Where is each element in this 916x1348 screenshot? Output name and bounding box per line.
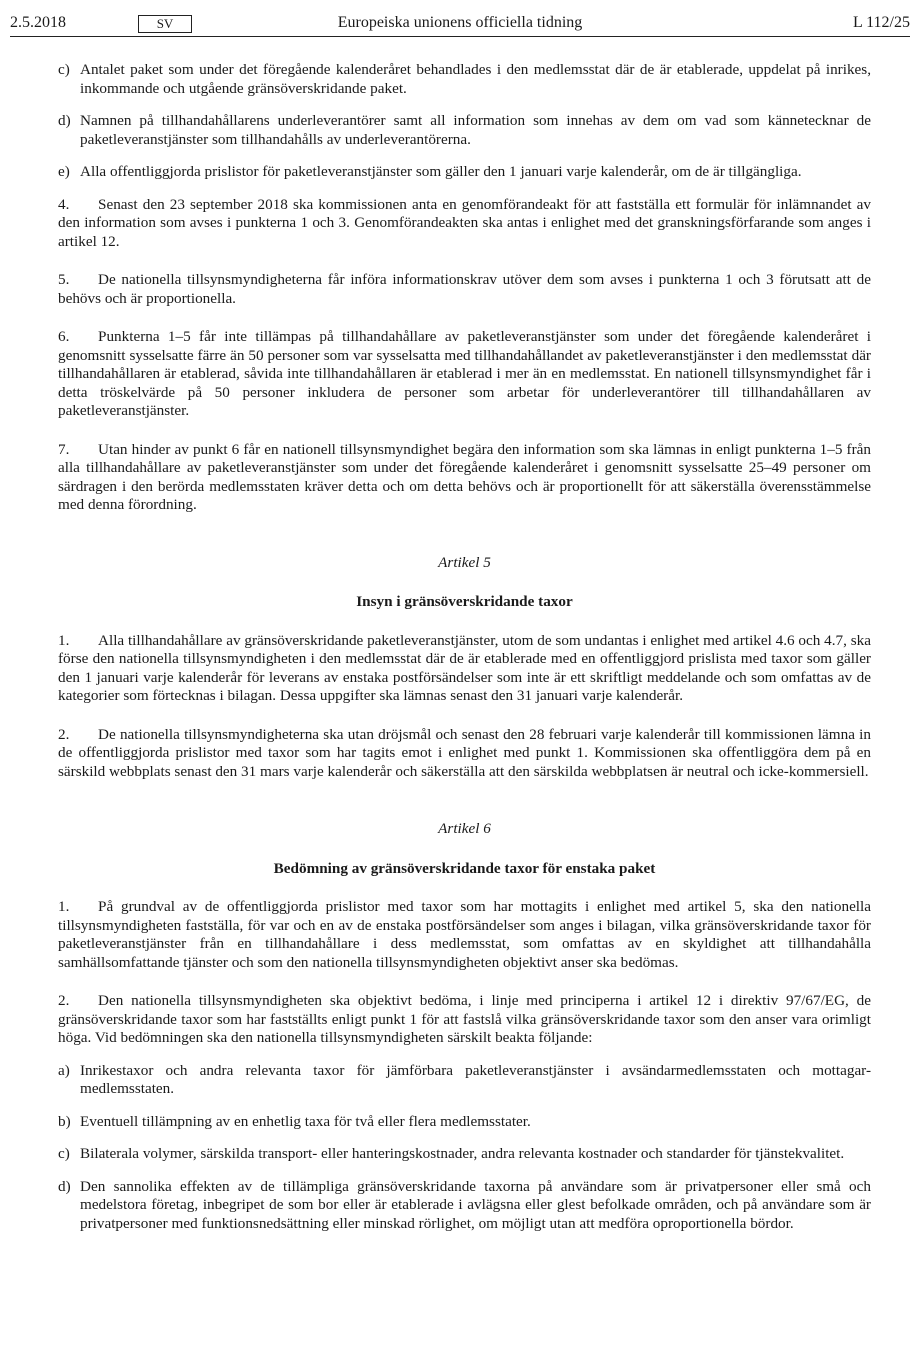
item-label: b) (58, 1112, 71, 1130)
item-label: e) (58, 163, 70, 180)
page-reference: L 112/25 (852, 14, 910, 31)
article-5-heading: Insyn i gränsöverskridande taxor (356, 593, 573, 610)
list-item (58, 163, 871, 182)
paragraph-number: 5. (58, 271, 70, 288)
paragraph-text: Punkterna 1–5 får inte tillämpas på tillhandahållare av paketleveranstjänster som under det föregående kalenderåret i genomsnitt sysselsatte färre än 50 personer som var sysselsatta med tillhandahållandet av paketleveranstjänster i den medlemsstat där tillhandahållaren är etablerad, såvida inte tillhandahållaren är etablerad i mer än en medlemsstat. En nationell tillsynsmyndighet får i detta tröskelvärde på 50 personer inkludera de personer som arbetar för underleverantörer till tillhandahållaren av paketleveranstjänster. (58, 328, 871, 419)
item-text: Alla offentliggjorda prislistor för paketleveranstjänster som gäller den 1 januari varje kalenderår, om de är tillgängliga. (80, 163, 802, 180)
paragraph-number: 1. (58, 631, 70, 649)
paragraph-text: De nationella tillsynsmyndigheterna ska utan dröjsmål och senast den 28 februari varje kalenderår till kommissionen lämna in de offentliggjorda prislistor med taxor som har tagits emot i enlighet med punkt 1. Kommissionen ska offentliggöra dem på en särskild webbplats senast den 31 mars varje kalenderår och säkerställa att den särskilda webbplatsen är neutral och icke-kommersiell. (58, 725, 871, 780)
item-text: Antalet paket som under det föregående kalenderåret behandlades i den medlemsstat där de är etablerade, uppdelat på inrikes, inkommande och utgående gränsöverskridande paket. (80, 61, 871, 97)
paragraph (58, 328, 871, 421)
list-item (58, 1178, 871, 1234)
item-text: Bilaterala volymer, särskilda transport- eller hanteringskostnader, andra relevanta kostnader och standarder för tjänstekvalitet. (80, 1145, 845, 1162)
item-text: Eventuell tillämpning av en enhetlig taxa för två eller flera medlemsstater. (80, 1112, 531, 1130)
language-box: SV (138, 15, 192, 33)
paragraph-number: 1. (58, 898, 70, 915)
article-5-title: Artikel 5 (438, 553, 491, 571)
document-body (58, 61, 871, 1233)
paragraph-text: Senast den 23 september 2018 ska kommissionen anta en genomförandeakt för att fastställa ett formulär för inlämnandet av den information som avses i punkterna 1 och 3. Genomförandeakten ska antas i enlighet med det granskningsförfarande som anges i artikel 12. (58, 195, 871, 250)
page-header (10, 12, 910, 37)
paragraph-number: 7. (58, 440, 70, 458)
item-label: c) (58, 61, 70, 78)
paragraph-number: 2. (58, 725, 70, 743)
header-date: 2.5.2018 (10, 14, 66, 31)
paragraph-text: De nationella tillsynsmyndigheterna får införa informationskrav utöver dem som avses i punkterna 1 och 3 förutsatt att de behövs och är proportionella. (58, 271, 871, 307)
article-6-heading: Bedömning av gränsöverskridande taxor för enstaka paket (273, 859, 656, 877)
paragraph-text: Utan hinder av punkt 6 får en nationell tillsynsmyndighet begära den information som ska lämnas in enligt punkterna 1–5 från alla tillhandahållare av paketleveranstjänster som under det föregående kalenderåret i genomsnitt sysselsatte 25–49 personer om särdragen i den berörda medlemsstaten kräver detta och om detta behövs och är proportionellt för att säkerställa överensstämmelse med denna förordning. (58, 440, 871, 513)
paragraph (58, 271, 871, 308)
paragraph (58, 726, 871, 782)
journal-title: Europeiska unionens officiella tidning (337, 14, 583, 31)
item-text: Inrikestaxor och andra relevanta taxor för jämförbara paketleveranstjänster i avsändarmedlemsstaten och mottagar- medlemsstaten. (80, 1061, 871, 1097)
item-label: d) (58, 112, 71, 129)
item-label: a) (58, 1061, 70, 1079)
paragraph-text: Alla tillhandahållare av gränsöverskridande paketleveranstjänster, utom de som undantas i enlighet med artikel 4.6 och 4.7, ska förse den nationella tillsynsmyndigheten i den medlemsstat där de är etablerade med en offentliggjord prislista med taxor som gäller den 1 januari varje kalenderår för leverans av enstaka postförsändelser som inte är ett skriftligt meddelande och som omfattas av de kategorier som förtecknas i bilagan. Dessa uppgifter ska lämnas senast den 31 januari varje kalenderår. (58, 631, 871, 704)
list-item (58, 1062, 871, 1099)
paragraph (58, 898, 871, 972)
item-text: Den sannolika effekten av de tillämpliga gränsöverskridande taxorna på användare som är privatpersoner eller små och medelstora företag, inbegripet de som bor eller är etablerade i avlägsna eller glest befolkade områden, och på användare som är privatpersoner med funktionsnedsättning eller minskad rörlighet, om möjligt utan att medföra oproportionella bördor. (80, 1177, 871, 1232)
item-label: d) (58, 1177, 71, 1195)
paragraph (58, 196, 871, 252)
paragraph-number: 4. (58, 195, 70, 213)
paragraph-number: 6. (58, 328, 70, 345)
list-item (58, 61, 871, 98)
item-text: Namnen på tillhandahållarens underleverantörer samt all information som innehas av dem om vad som kännetecknar de paketleveranstjänster som tillhandahålls av underleverantörerna. (80, 112, 871, 148)
paragraph-text: På grundval av de offentliggjorda prislistor med taxor som har mottagits i enlighet med artikel 5, ska den nationella tillsynsmyndigheten fastställa, för var och en av de enstaka postförsändelser som anges i bilagan, vilka gränsöverskridande taxor för paketleveranstjänster från en tillhandahållare i dess medlemsstat, som omfattas av en skyldighet att tillhandahålla samhällsomfattande tjänster och som den nationella tillsynsmyndigheten objektivt anser ska bedömas. (58, 898, 871, 971)
item-label: c) (58, 1145, 70, 1162)
paragraph-text: Den nationella tillsynsmyndigheten ska objektivt bedöma, i linje med principerna i artikel 12 i direktiv 97/67/EG, de gränsöverskridande taxor som har fastställts enligt punkt 1 för att fastslå vilka gränsöverskridande taxor som den anser vara orimligt höga. Vid bedömningen ska den nationella tillsynsmyndigheten särskilt beakta följande: (58, 992, 871, 1046)
list-item (58, 112, 871, 149)
list-item (58, 1113, 871, 1132)
article-6-title: Artikel 6 (438, 820, 491, 837)
paragraph-number: 2. (58, 992, 70, 1009)
paragraph (58, 992, 871, 1048)
list-item (58, 1145, 871, 1164)
paragraph (58, 441, 871, 515)
paragraph (58, 632, 871, 706)
